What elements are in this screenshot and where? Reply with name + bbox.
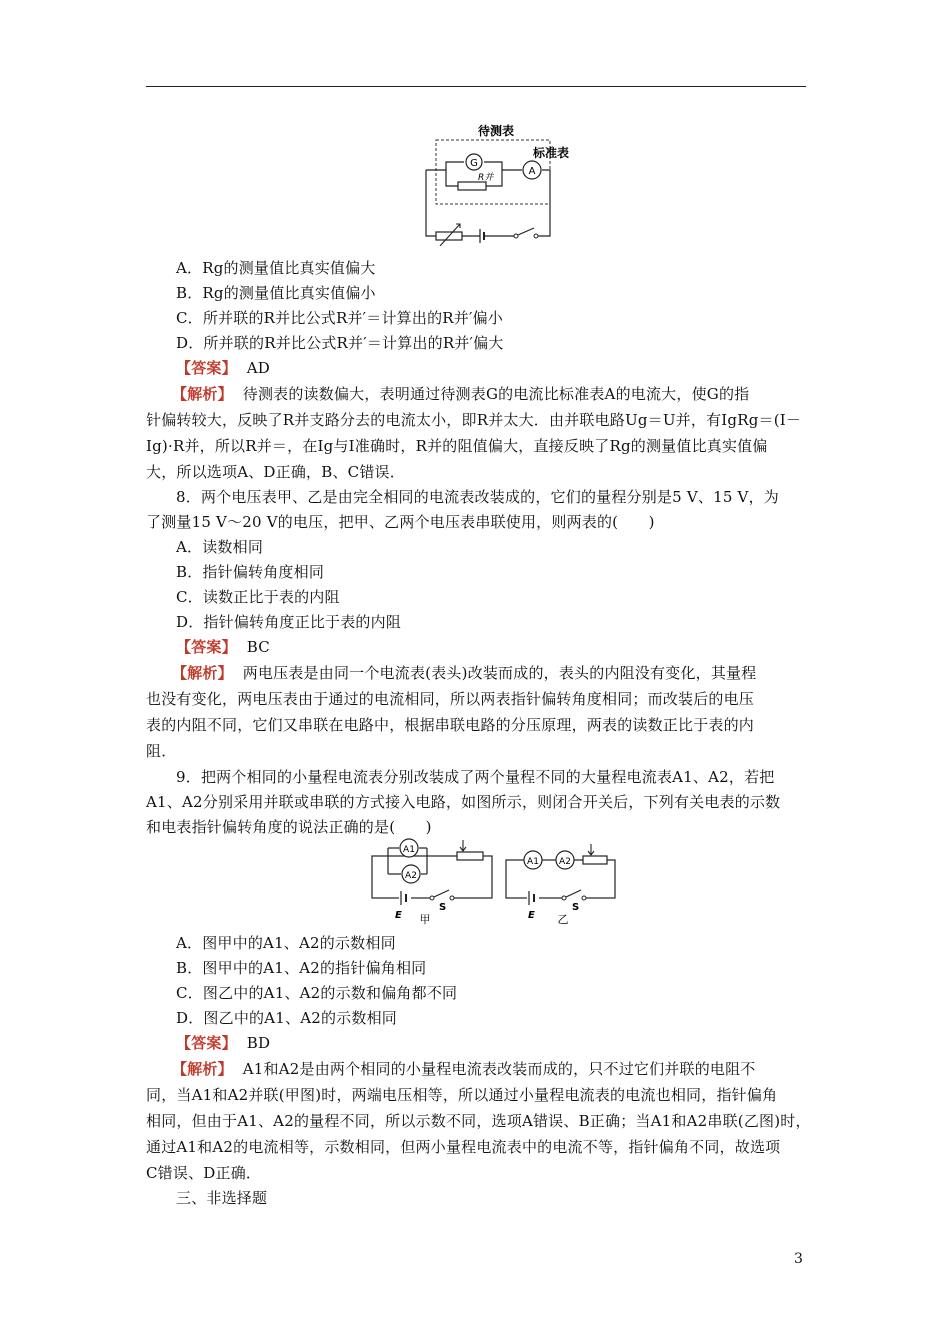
section-heading: 三、非选择题: [176, 1189, 268, 1207]
switch-icon: [562, 896, 566, 900]
answer-label: 【答案】: [176, 638, 237, 656]
q7-explanation-4: 大，所以选项A、D正确，B、C错误．: [146, 463, 405, 481]
answer-value: BC: [246, 638, 270, 656]
explanation-label: 【解析】: [172, 1060, 233, 1078]
page-number: 3: [794, 1251, 803, 1267]
svg-text:A1: A1: [527, 857, 539, 867]
q9-stem-3: 和电表指针偏转角度的说法正确的是( ): [146, 818, 432, 836]
q9-option-c: C．图乙中的A1、A2的示数和偏角都不同: [176, 984, 458, 1002]
q9-explanation-3: 相同，但由于A1、A2的量程不同，所以示数不同，选项A错误、B正确；当A1和A2串联(乙图)时，: [146, 1112, 811, 1130]
svg-text:A1: A1: [403, 845, 415, 855]
switch-label: S: [572, 902, 580, 913]
shunt-resistor-icon: [458, 182, 486, 190]
svg-text:A2: A2: [405, 871, 417, 881]
q7-option-d: D．所并联的R并比公式R并′＝计算出的R并′偏大: [176, 334, 504, 352]
q9-explanation-2: 同，当A1和A2并联(甲图)时，两端电压相等，所以通过小量程电流表的电流也相同，指针偏角: [146, 1086, 778, 1104]
q8-explanation-1: 【解析】 两电压表是由同一个电流表(表头)改装而成的，表头的内阻没有变化，其量程: [172, 664, 757, 682]
q8-option-d: D．指针偏转角度正比于表的内阻: [176, 613, 402, 631]
q9-explanation-5: C错误、D正确．: [146, 1164, 262, 1182]
q9-option-b: B．图甲中的A1、A2的指针偏角相同: [176, 959, 427, 977]
calibration-circuit-figure: [420, 124, 580, 246]
q8-stem-1: 8．两个电压表甲、乙是由完全相同的电流表改装成的，它们的量程分别是5 V、15 V，为: [176, 488, 779, 506]
switch-icon: [514, 234, 518, 238]
answer-value: BD: [246, 1034, 271, 1052]
q9-explanation-4: 通过A1和A2的电流相等，示数相同，但两小量程电流表中的电流不等，指针偏角不同，故选项: [146, 1138, 781, 1156]
q9-explanation-1: 【解析】 A1和A2是由两个相同的小量程电流表改装而成的，只不过它们并联的电阻不: [172, 1060, 756, 1078]
explanation-label: 【解析】: [172, 664, 233, 682]
header-rule: [146, 86, 806, 87]
q8-explanation-2: 也没有变化，两电压表由于通过的电流相同，所以两表指针偏转角度相同；而改装后的电压: [146, 690, 755, 708]
q8-stem-2: 了测量15 V～20 V的电压，把甲、乙两个电压表串联使用，则两表的( ): [146, 513, 655, 531]
svg-text:G: G: [470, 158, 478, 169]
q7-option-b: B．Rg的测量值比真实值偏小: [176, 284, 376, 302]
q8-explanation-3: 表的内阻不同，它们又串联在电路中，根据串联电路的分压原理，两表的读数正比于表的内: [146, 716, 755, 734]
answer-label: 【答案】: [176, 1034, 237, 1052]
box-label: 待测表: [477, 124, 515, 138]
standard-meter-label: 标准表: [533, 146, 570, 160]
q8-answer: [176, 637, 838, 657]
answer-value: AD: [246, 359, 271, 377]
q7-explanation-2: 针偏转较大，反映了R并支路分去的电流太小，即R并太大．由并联电路Ug＝U并，有IgRg＝(I－: [146, 411, 802, 429]
answer-label: 【答案】: [176, 359, 237, 377]
svg-text:A2: A2: [559, 857, 571, 867]
q7-explanation-1: 【解析】 待测表的读数偏大，表明通过待测表G的电流比标准表A的电流大，使G的指: [172, 385, 750, 403]
switch-label: S: [439, 902, 447, 913]
circuit-jia-label: 甲: [419, 913, 431, 926]
rheostat-icon: [583, 856, 607, 864]
q8-explanation-4: 阻．: [146, 742, 177, 760]
shunt-label: R并: [478, 173, 494, 183]
q9-answer: [176, 1033, 838, 1053]
emf-label: E: [395, 910, 402, 921]
q9-stem-2: A1、A2分别采用并联或串联的方式接入电路，如图所示，则闭合开关后，下列有关电表的示数: [146, 793, 781, 811]
q8-option-c: C．读数正比于表的内阻: [176, 588, 340, 606]
q9-option-a: A．图甲中的A1、A2的示数相同: [176, 934, 396, 952]
switch-icon: [430, 896, 434, 900]
q7-answer: [176, 358, 838, 378]
q8-option-b: B．指针偏转角度相同: [176, 563, 325, 581]
svg-text:A: A: [528, 166, 536, 177]
q8-option-a: A．读数相同: [176, 538, 264, 556]
rheostat-icon: [457, 852, 483, 860]
q7-option-c: C．所并联的R并比公式R并′＝计算出的R并′偏小: [176, 309, 503, 327]
q7-option-a: A．Rg的测量值比真实值偏大: [176, 259, 376, 277]
q9-option-d: D．图乙中的A1、A2的示数相同: [176, 1009, 397, 1027]
circuit-yi-label: 乙: [557, 913, 569, 926]
emf-label: E: [528, 910, 535, 921]
q9-stem-1: 9．把两个相同的小量程电流表分别改装成了两个量程不同的大量程电流表A1、A2，若把: [176, 768, 775, 786]
ammeter-circuits-figure: [365, 838, 625, 928]
q7-explanation-3: Ig)·R并，所以R并＝，在Ig与I准确时，R并的阻值偏大，直接反映了Rg的测量值比真实值偏: [146, 437, 768, 455]
explanation-label: 【解析】: [172, 385, 233, 403]
